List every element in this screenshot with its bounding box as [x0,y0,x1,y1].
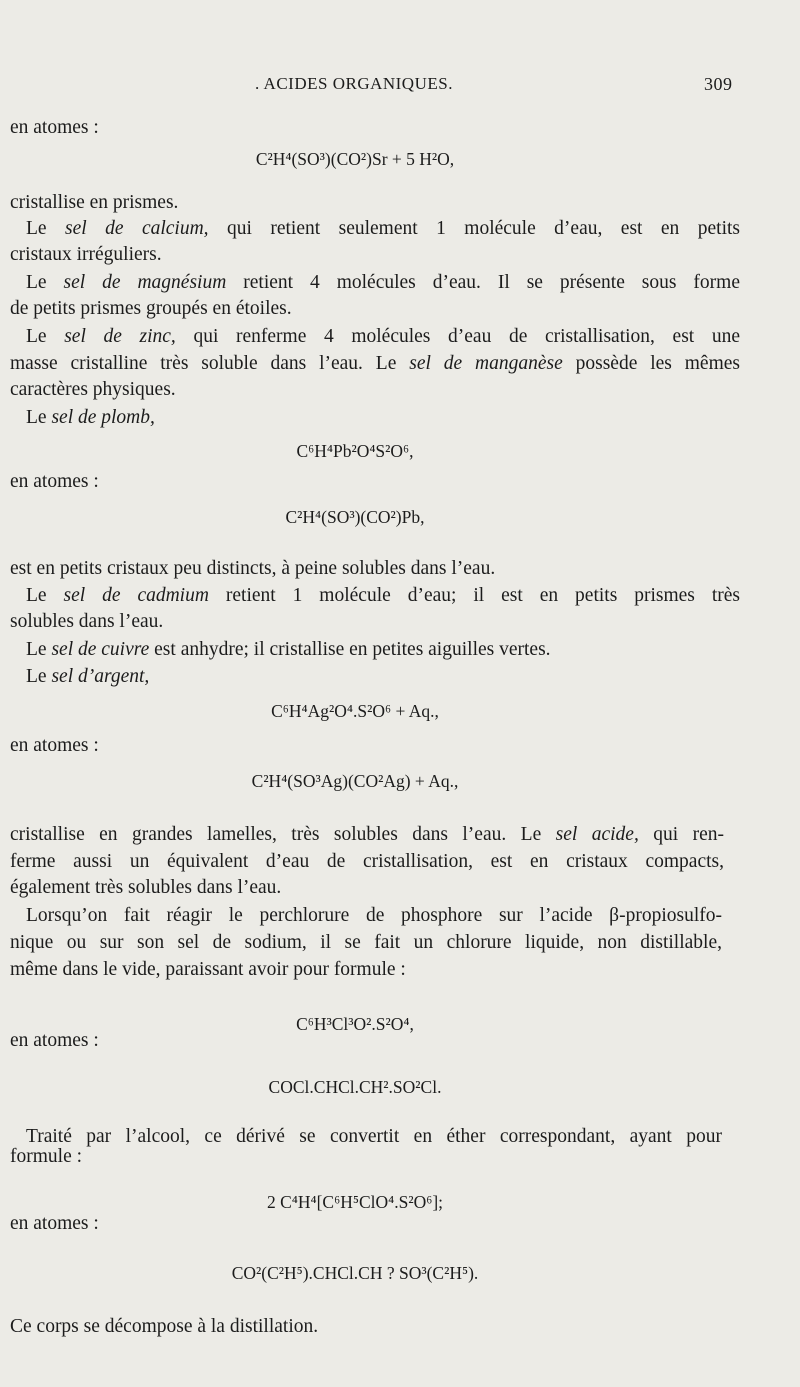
text-line: Traité par l’alcool, ce dérivé se convertit en éther correspondant, ayant pour [26,1126,722,1147]
text-line: en atomes : [10,1213,99,1234]
salt-name: sel de zinc, [64,326,176,347]
salt-name: sel de manganèse [409,353,563,374]
running-header [0,74,800,100]
formula-line: C⁶H⁴Ag²O⁴.S²O⁶ + Aq., [271,701,439,721]
text-line: de petits prismes groupés en étoiles. [10,298,292,319]
text-line: Le sel d’argent, [26,666,150,687]
text-line: Le sel de plomb, [26,407,155,428]
text-line: cristallise en grandes lamelles, très solubles dans l’eau. Le sel acide, qui ren- [10,824,724,845]
text-line: Le sel de magnésium retient 4 molécules d’eau. Il se présente sous forme [26,272,740,293]
running-title: . ACIDES ORGANIQUES. [255,74,453,93]
salt-name: sel acide, [555,824,639,845]
text-line: Le sel de cadmium retient 1 molécule d’eau; il est en petits prismes très [26,585,740,606]
formula-line: CO²(C²H⁵).CHCl.CH ? SO³(C²H⁵). [231,1263,479,1283]
text-line: masse cristalline très soluble dans l’eau. Le sel de manganèse possède les mêmes [10,353,740,374]
formula-line: C⁶H³Cl³O².S²O⁴, [296,1014,414,1034]
text-line: Lorsqu’on fait réagir le perchlorure de phosphore sur l’acide β-propiosulfo- [26,905,722,926]
text-line: en atomes : [10,471,99,492]
text-line: en atomes : [10,117,99,138]
salt-name: sel de cuivre [51,639,150,660]
text-line: solubles dans l’eau. [10,611,164,632]
text-line: formule : [10,1146,83,1167]
page-number: 309 [704,74,733,94]
text-line: Le sel de calcium, qui retient seulement 1 molécule d’eau, est en petits [26,218,740,239]
formula-line: C⁶H⁴Pb²O⁴S²O⁶, [296,441,414,461]
salt-name: sel d’argent, [51,666,150,687]
text-line: en atomes : [10,1030,99,1051]
formula-line: 2 C⁴H⁴[C⁶H⁵ClO⁴.S²O⁶]; [266,1192,444,1212]
text-line: nique ou sur son sel de sodium, il se fait un chlorure liquide, non distillable, [10,932,722,953]
salt-name: sel de magnésium [63,272,227,293]
text-line: même dans le vide, paraissant avoir pour formule : [10,959,406,980]
text-line: également très solubles dans l’eau. [10,877,282,898]
text-line: est en petits cristaux peu distincts, à peine solubles dans l’eau. [10,558,496,579]
formula-line: COCl.CHCl.CH².SO²Cl. [268,1077,442,1097]
formula-line: C²H⁴(SO³)(CO²)Pb, [285,507,425,527]
formula-line: C²H⁴(SO³)(CO²)Sr + 5 H²O, [255,149,455,169]
formula-line: C²H⁴(SO³Ag)(CO²Ag) + Aq., [251,771,459,791]
text-line: en atomes : [10,735,99,756]
text-line: cristallise en prismes. [10,192,179,213]
salt-name: sel de plomb, [51,407,155,428]
text-line: ferme aussi un équivalent d’eau de cristallisation, est en cristaux compacts, [10,851,724,872]
salt-name: sel de cadmium [63,585,209,606]
text-line: Le sel de cuivre est anhydre; il cristallise en petites aiguilles vertes. [26,639,551,660]
salt-name: sel de calcium, [65,218,209,239]
text-line: Le sel de zinc, qui renferme 4 molécules d’eau de cristallisation, est une [26,326,740,347]
text-line: caractères physiques. [10,379,176,400]
text-line: Ce corps se décompose à la distillation. [10,1316,319,1337]
text-line: cristaux irréguliers. [10,244,162,265]
